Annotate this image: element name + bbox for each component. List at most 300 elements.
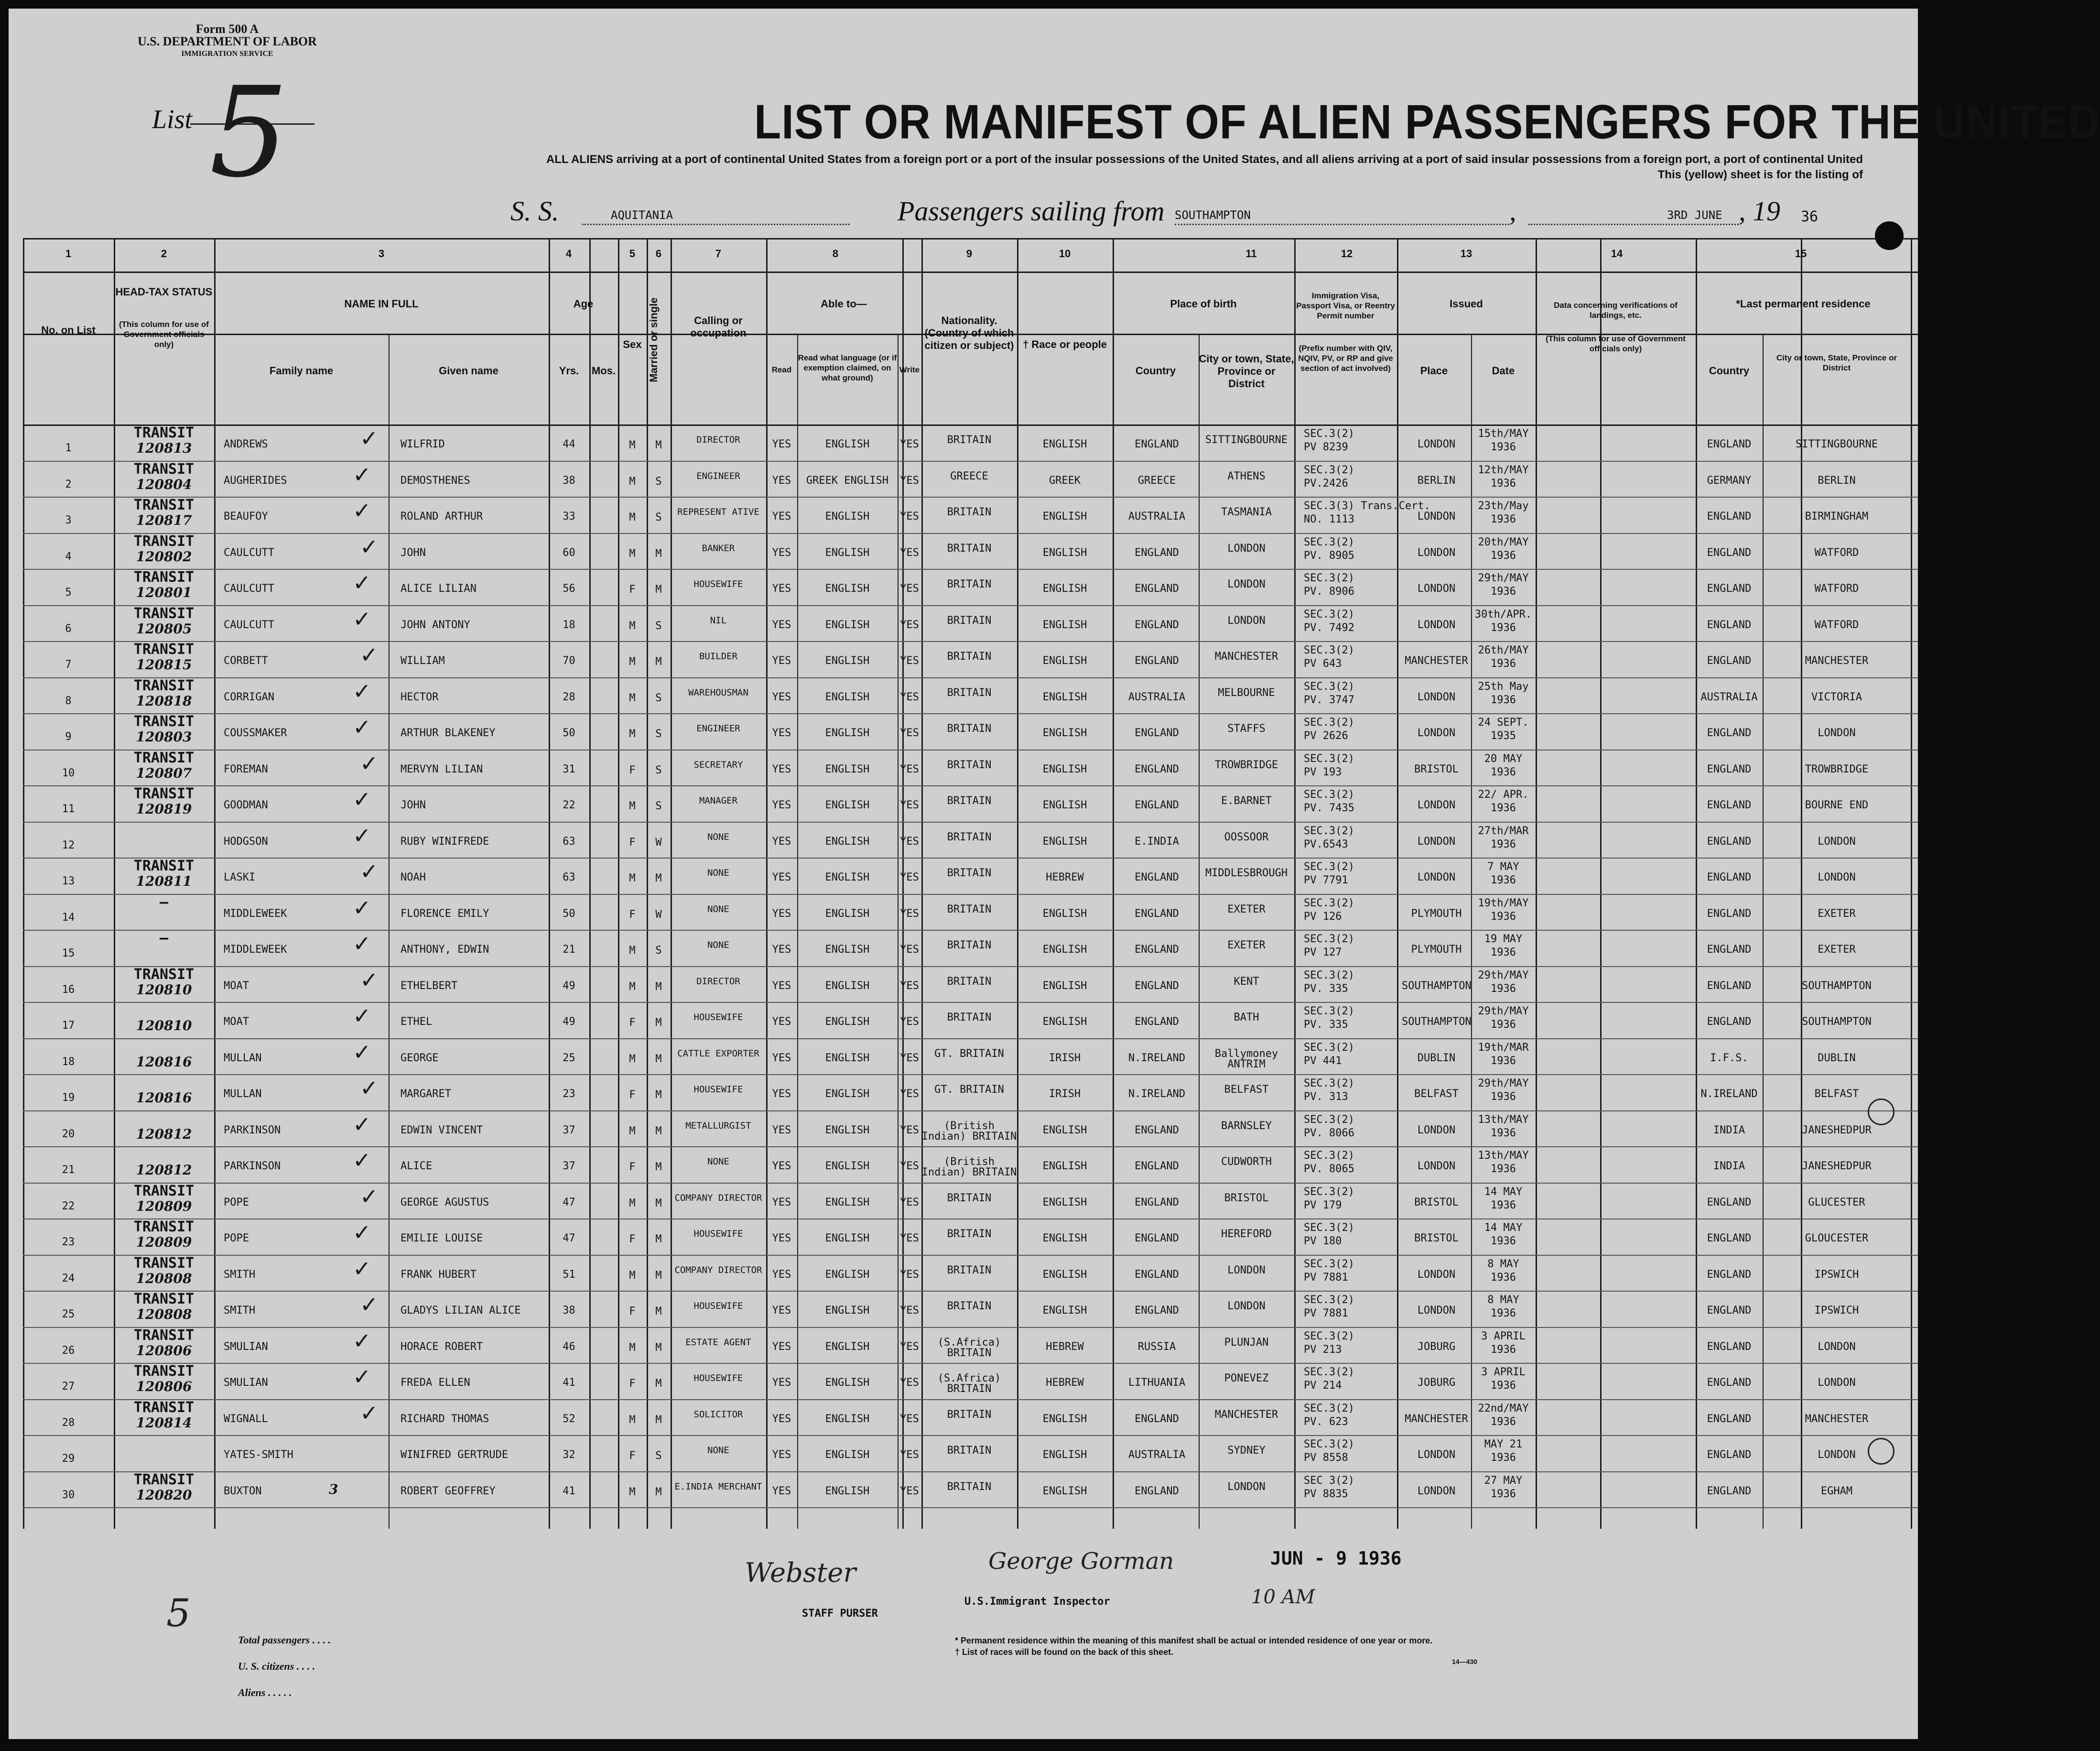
head-tax-number: 120819	[136, 801, 192, 817]
nationality: BRITAIN	[947, 686, 992, 699]
marital-status: S	[655, 692, 662, 704]
head-tax-number: 120805	[136, 620, 192, 637]
issued-place: LONDON	[1417, 1485, 1456, 1497]
residence-country: AUSTRALIA	[1700, 691, 1758, 703]
table-row	[23, 822, 1911, 858]
given-name: ETHELBERT	[401, 979, 458, 992]
column-number: 9	[966, 248, 973, 260]
birth-city: ATHENS	[1227, 470, 1266, 482]
can-write: YES	[900, 1485, 919, 1497]
family-name: FOREMAN	[224, 763, 268, 775]
family-name: LASKI	[224, 871, 256, 883]
age-years: 28	[563, 691, 575, 703]
family-name: MULLAN	[224, 1052, 262, 1064]
read-language: ENGLISH	[825, 1196, 870, 1208]
head-tax-number: 120816	[136, 1090, 192, 1106]
given-name: JOHN	[401, 799, 426, 811]
given-name: ETHEL	[401, 1016, 433, 1028]
head-tax-number: 120813	[136, 440, 192, 456]
marital-status: M	[655, 1233, 662, 1245]
residence-city: BELFAST	[1814, 1088, 1859, 1100]
header-calling: Calling or occupation	[690, 315, 747, 339]
issued-date: 23th/May	[1478, 500, 1529, 512]
row-number: 2	[65, 478, 72, 490]
ss-label: S. S.	[510, 196, 559, 227]
residence-country: INDIA	[1713, 1160, 1745, 1172]
race: ENGLISH	[1042, 979, 1087, 992]
residence-country: ENGLAND	[1707, 763, 1752, 775]
read-language: ENGLISH	[825, 979, 870, 992]
purser-signature: Webster	[745, 1557, 856, 1588]
marital-status: W	[655, 908, 662, 921]
residence-country: ENGLAND	[1707, 583, 1752, 595]
head-tax-number: 120812	[136, 1162, 192, 1178]
sex: M	[629, 872, 636, 884]
given-name: ALICE	[401, 1160, 433, 1172]
row-number: 6	[65, 622, 72, 635]
age-years: 38	[563, 474, 575, 487]
occupation: NONE	[707, 1156, 729, 1167]
visa-number: PV. 7435	[1304, 802, 1354, 814]
column-rule	[1911, 238, 1912, 1529]
head-tax-number: 120803	[136, 729, 192, 745]
check-mark-icon: ✓	[353, 1039, 371, 1065]
race: ENGLISH	[1042, 511, 1087, 522]
age-years: 25	[563, 1052, 575, 1064]
issued-place: LONDON	[1417, 727, 1456, 739]
birth-country: ENGLAND	[1135, 438, 1179, 450]
table-row	[23, 1110, 1911, 1147]
can-write: YES	[900, 1413, 919, 1425]
row-rule	[23, 1507, 1918, 1508]
birth-country: E.INDIA	[1135, 835, 1179, 848]
table-row	[23, 677, 1911, 714]
can-read: YES	[772, 655, 791, 667]
visa-section: SEC.3(2)	[1304, 572, 1354, 584]
can-write: YES	[900, 835, 919, 848]
birth-city: MANCHESTER	[1214, 651, 1278, 663]
occupation: COMPANY DIRECTOR	[674, 1264, 762, 1275]
read-language: ENGLISH	[825, 655, 870, 667]
occupation: ENGINEER	[696, 723, 740, 734]
residence-country: ENGLAND	[1707, 511, 1752, 522]
can-write: YES	[900, 871, 919, 883]
race: ENGLISH	[1042, 546, 1087, 559]
head-tax-number: 120808	[136, 1306, 192, 1322]
birth-country: ENGLAND	[1135, 546, 1179, 559]
birth-country: ENGLAND	[1135, 727, 1179, 739]
read-language: ENGLISH	[825, 1485, 870, 1497]
can-read: YES	[772, 1088, 791, 1100]
can-read: YES	[772, 1413, 791, 1425]
read-language: ENGLISH	[825, 1413, 870, 1425]
issued-date: 7 MAY	[1487, 861, 1519, 873]
occupation: HOUSEWIFE	[693, 1084, 743, 1095]
birth-city: TROWBRIDGE	[1214, 759, 1278, 771]
check-mark-icon: ✓	[360, 642, 379, 668]
residence-city: BOURNE END	[1805, 799, 1869, 811]
sex: M	[629, 945, 636, 957]
family-name: PARKINSON	[224, 1124, 281, 1136]
sex: M	[629, 1269, 636, 1282]
issued-year: 1936	[1491, 874, 1516, 886]
birth-city: TASMANIA	[1221, 506, 1272, 518]
birth-country: ENGLAND	[1135, 1232, 1179, 1244]
can-read: YES	[772, 763, 791, 775]
occupation: HOUSEWIFE	[693, 1301, 743, 1311]
visa-number: PV 214	[1304, 1380, 1342, 1392]
age-years: 21	[563, 944, 575, 956]
head-tax-number: 120809	[136, 1198, 192, 1214]
can-write: YES	[900, 511, 919, 522]
issued-date: 22nd/MAY	[1478, 1402, 1529, 1414]
can-write: YES	[900, 1377, 919, 1389]
nationality: BRITAIN	[947, 1192, 992, 1204]
birth-city: LONDON	[1227, 1264, 1266, 1276]
issued-place: LONDON	[1417, 546, 1456, 559]
marital-status: M	[655, 1089, 662, 1101]
nationality: BRITAIN	[947, 651, 992, 663]
sex: M	[629, 1486, 636, 1498]
row-number: 11	[62, 803, 75, 815]
column-number: 4	[565, 248, 572, 260]
nationality: BRITAIN	[947, 867, 992, 879]
birth-city: LONDON	[1227, 614, 1266, 627]
marital-status: S	[655, 620, 662, 632]
occupation: HOUSEWIFE	[693, 579, 743, 589]
occupation: NONE	[707, 903, 729, 914]
given-name: RICHARD THOMAS	[401, 1413, 489, 1425]
instructions	[410, 152, 1863, 183]
given-name: ALICE LILIAN	[401, 583, 476, 595]
check-mark-icon: ✓	[353, 1111, 371, 1137]
column-number: 15	[1795, 248, 1807, 260]
birth-country: N.IRELAND	[1128, 1088, 1186, 1100]
read-language: ENGLISH	[825, 511, 870, 522]
race: ENGLISH	[1042, 619, 1087, 631]
birth-city: BATH	[1234, 1011, 1259, 1023]
header-res-country: Country	[1709, 365, 1750, 377]
time-mark: 10 AM	[1251, 1586, 1315, 1608]
residence-country: ENGLAND	[1707, 655, 1752, 667]
column-number: 3	[378, 248, 385, 260]
residence-country: ENGLAND	[1707, 1268, 1752, 1281]
head-tax-status: TRANSIT	[133, 460, 195, 478]
visa-section: SEC.3(2)	[1304, 536, 1354, 548]
row-number: 21	[62, 1164, 75, 1176]
residence-country: ENGLAND	[1707, 835, 1752, 848]
race: ENGLISH	[1042, 727, 1087, 739]
age-years: 60	[563, 546, 575, 559]
marital-status: M	[655, 1414, 662, 1426]
buxton-mark: 3	[329, 1481, 338, 1497]
issued-place: LONDON	[1417, 511, 1456, 522]
issued-date: 20 MAY	[1484, 752, 1523, 765]
birth-city: LONDON	[1227, 542, 1266, 555]
sex: M	[629, 475, 636, 488]
read-language: ENGLISH	[825, 1340, 870, 1353]
issued-date: 13th/MAY	[1478, 1150, 1529, 1162]
occupation: E.INDIA MERCHANT	[674, 1481, 762, 1492]
residence-country: ENGLAND	[1707, 1377, 1752, 1389]
birth-country: ENGLAND	[1135, 1268, 1179, 1281]
visa-number: PV 643	[1304, 658, 1342, 670]
issued-place: DUBLIN	[1417, 1052, 1456, 1064]
marital-status: M	[655, 656, 662, 668]
birth-country: AUSTRALIA	[1128, 1449, 1186, 1461]
race: ENGLISH	[1042, 1268, 1087, 1281]
can-write: YES	[900, 727, 919, 739]
age-years: 37	[563, 1160, 575, 1172]
birth-city: OOSSOOR	[1224, 831, 1269, 843]
birth-country: ENGLAND	[1135, 979, 1179, 992]
issued-date: 14 MAY	[1484, 1185, 1523, 1198]
read-language: ENGLISH	[825, 835, 870, 848]
issued-year: 1936	[1491, 513, 1516, 525]
row-number: 14	[62, 911, 75, 924]
table-row	[23, 605, 1911, 642]
residence-city: GLOUCESTER	[1805, 1232, 1869, 1244]
sailing-date: 3RD JUNE	[1667, 208, 1722, 222]
occupation: NONE	[707, 831, 729, 842]
year-prefix-text: 19	[1753, 196, 1780, 227]
birth-country: ENGLAND	[1135, 944, 1179, 956]
family-name: CORRIGAN	[224, 691, 274, 703]
issued-date: 29th/MAY	[1478, 1005, 1529, 1017]
nationality: BRITAIN	[947, 1011, 992, 1023]
marital-status: M	[655, 584, 662, 596]
sex: F	[629, 908, 636, 921]
visa-section: SEC.3(2)	[1304, 464, 1354, 476]
can-write: YES	[900, 1196, 919, 1208]
can-read: YES	[772, 1052, 791, 1064]
family-name: YATES-SMITH	[224, 1449, 293, 1461]
issued-year: 1936	[1491, 1380, 1516, 1392]
family-name: MIDDLEWEEK	[224, 907, 287, 920]
residence-city: MANCHESTER	[1805, 1413, 1869, 1425]
visa-section: SEC.3(2)	[1304, 1294, 1354, 1306]
given-name: MARGARET	[401, 1088, 451, 1100]
sex: M	[629, 800, 636, 812]
given-name: GEORGE	[401, 1052, 439, 1064]
birth-city: PLUNJAN	[1224, 1336, 1269, 1349]
instructions-line-2: This (yellow) sheet is for the listing of	[1657, 168, 1863, 181]
column-number: 8	[832, 248, 839, 260]
family-name: SMULIAN	[224, 1340, 268, 1353]
head-tax-number: 120806	[136, 1342, 192, 1359]
age-years: 44	[563, 438, 575, 450]
residence-city: JANESHEDPUR	[1802, 1124, 1872, 1136]
visa-number: PV.6543	[1304, 838, 1348, 850]
race: GREEK	[1049, 474, 1081, 487]
nationality: BRITAIN	[947, 1445, 992, 1457]
visa-section: SEC.3(3) Trans.Cert.	[1304, 500, 1430, 512]
date-stamp: JUN - 9 1936	[1270, 1548, 1402, 1569]
issued-place: PLYMOUTH	[1411, 907, 1462, 920]
sex: M	[629, 1053, 636, 1065]
header-visa: Immigration Visa, Passport Visa, or Reentry Permit number	[1296, 291, 1395, 320]
read-language: ENGLISH	[825, 763, 870, 775]
row-number: 27	[62, 1381, 75, 1392]
marital-status: M	[655, 1053, 662, 1065]
birth-city: SITTINGBOURNE	[1205, 434, 1288, 446]
can-read: YES	[772, 1305, 791, 1316]
head-tax-status: TRANSIT	[133, 424, 195, 441]
visa-section: SEC.3(2)	[1304, 969, 1354, 981]
issued-place: LONDON	[1417, 1160, 1456, 1172]
issued-date: 19th/MAY	[1478, 897, 1529, 909]
table-row	[23, 785, 1911, 822]
age-years: 46	[563, 1340, 575, 1353]
can-write: YES	[900, 1305, 919, 1316]
punch-hole	[1875, 221, 1904, 250]
marital-status: S	[655, 475, 662, 488]
head-tax-status: TRANSIT	[133, 858, 195, 874]
birth-country: AUSTRALIA	[1128, 511, 1186, 522]
family-name: CAULCUTT	[224, 583, 274, 595]
check-mark-icon: ✓	[353, 714, 371, 740]
residence-country: ENGLAND	[1707, 1485, 1752, 1497]
residence-city: JANESHEDPUR	[1802, 1160, 1872, 1172]
header-res-city: City or town, State, Province or District	[1776, 353, 1897, 372]
race: HEBREW	[1046, 871, 1084, 883]
nationality: BRITAIN	[947, 1480, 992, 1493]
visa-number: PV. 7492	[1304, 621, 1354, 634]
age-years: 49	[563, 1016, 575, 1028]
can-read: YES	[772, 907, 791, 920]
list-label: List	[152, 105, 193, 134]
header-rule	[23, 272, 1918, 273]
birth-city: BRISTOL	[1224, 1192, 1269, 1204]
residence-city: SOUTHAMPTON	[1802, 979, 1872, 992]
birth-city: LONDON	[1227, 1480, 1266, 1493]
marital-status: S	[655, 764, 662, 776]
issued-date: 19th/MAR	[1478, 1041, 1529, 1054]
check-mark-icon: ✓	[353, 498, 371, 523]
age-years: 50	[563, 907, 575, 920]
issued-year: 1935	[1491, 730, 1516, 742]
check-mark-icon: ✓	[360, 859, 379, 884]
issued-year: 1936	[1491, 1091, 1516, 1103]
sex: M	[629, 1197, 636, 1209]
read-language: GREEK ENGLISH	[806, 474, 889, 487]
visa-number: PV. 335	[1304, 982, 1348, 995]
header-last-residence: *Last permanent residence	[1736, 298, 1871, 310]
birth-city: LONDON	[1227, 578, 1266, 590]
issued-date: 8 MAY	[1487, 1258, 1519, 1270]
nationality: BRITAIN	[947, 1300, 992, 1312]
issued-place: MANCHESTER	[1405, 1413, 1468, 1425]
birth-city: BELFAST	[1224, 1084, 1269, 1096]
head-tax-status: TRANSIT	[133, 713, 195, 730]
can-write: YES	[900, 1088, 919, 1100]
head-tax-number: 120817	[136, 512, 192, 528]
given-name: JOHN ANTONY	[401, 619, 470, 631]
sex: M	[629, 547, 636, 560]
check-mark-icon: ✓	[353, 786, 371, 812]
header-issued-date: Date	[1492, 365, 1515, 377]
can-read: YES	[772, 1196, 791, 1208]
occupation: BUILDER	[699, 651, 738, 662]
age-years: 52	[563, 1413, 575, 1425]
issued-date: 13th/MAY	[1478, 1113, 1529, 1126]
visa-section: SEC.3(2)	[1304, 644, 1354, 656]
row-number: 23	[62, 1236, 75, 1248]
occupation: HOUSEWIFE	[693, 1373, 743, 1383]
residence-city: EXETER	[1818, 907, 1856, 920]
family-name: SMITH	[224, 1268, 256, 1281]
check-mark-icon: ✓	[353, 1003, 371, 1029]
read-language: ENGLISH	[825, 1124, 870, 1136]
occupation: DIRECTOR	[696, 976, 740, 987]
head-tax-number: 120820	[136, 1487, 192, 1503]
occupation: SOLICITOR	[693, 1409, 743, 1420]
year-suffix: 36	[1801, 208, 1819, 225]
head-tax-number: 120811	[136, 873, 192, 889]
sailing-label: Passengers sailing from	[898, 196, 1165, 227]
residence-country: ENGLAND	[1707, 1305, 1752, 1316]
issued-date: 8 MAY	[1487, 1294, 1519, 1306]
row-number: 25	[62, 1308, 75, 1320]
race: ENGLISH	[1042, 835, 1087, 848]
column-number: 7	[715, 248, 722, 260]
header-head-tax-note: (This column for use of Government officials only)	[119, 320, 209, 349]
visa-number: PV. 8065	[1304, 1163, 1354, 1175]
visa-section: SEC.3(2)	[1304, 1330, 1354, 1342]
race: ENGLISH	[1042, 438, 1087, 450]
family-name: MOAT	[224, 1016, 249, 1028]
given-name: GLADYS LILIAN ALICE	[401, 1305, 521, 1316]
family-name: POPE	[224, 1196, 249, 1208]
issued-date: 29th/MAY	[1478, 969, 1529, 981]
issued-year: 1936	[1491, 658, 1516, 670]
visa-section: SEC.3(2)	[1304, 861, 1354, 873]
sex: F	[629, 1305, 636, 1317]
race: ENGLISH	[1042, 799, 1087, 811]
can-read: YES	[772, 1016, 791, 1028]
issued-place: PLYMOUTH	[1411, 944, 1462, 956]
row-number: 26	[62, 1344, 75, 1357]
can-write: YES	[900, 583, 919, 595]
check-mark-icon: ✓	[353, 461, 371, 488]
sex: F	[629, 1450, 636, 1462]
occupation: MANAGER	[699, 795, 738, 806]
residence-country: ENGLAND	[1707, 1016, 1752, 1028]
punch-ring-2	[1868, 1438, 1894, 1465]
residence-country: ENGLAND	[1707, 871, 1752, 883]
row-number: 4	[65, 550, 72, 563]
residence-city: SOUTHAMPTON	[1802, 1016, 1872, 1028]
head-tax-status: TRANSIT	[133, 1363, 195, 1380]
birth-country: ENGLAND	[1135, 655, 1179, 667]
issued-year: 1936	[1491, 910, 1516, 923]
issued-date: 20th/MAY	[1478, 536, 1529, 548]
occupation: COMPANY DIRECTOR	[674, 1192, 762, 1203]
nationality: (British Indian) BRITAIN	[921, 1156, 1017, 1178]
visa-number: PV 127	[1304, 946, 1342, 958]
issued-place: LONDON	[1417, 1305, 1456, 1316]
issued-year: 1936	[1491, 1019, 1516, 1031]
residence-city: LONDON	[1818, 727, 1856, 739]
issued-year: 1936	[1491, 1488, 1516, 1500]
residence-city: IPSWICH	[1814, 1268, 1859, 1281]
residence-city: BIRMINGHAM	[1805, 511, 1869, 522]
manifest-sheet	[9, 9, 2100, 1739]
read-language: ENGLISH	[825, 1016, 870, 1028]
column-number: 13	[1460, 248, 1472, 260]
sex: M	[629, 439, 636, 451]
issued-place: LONDON	[1417, 438, 1456, 450]
